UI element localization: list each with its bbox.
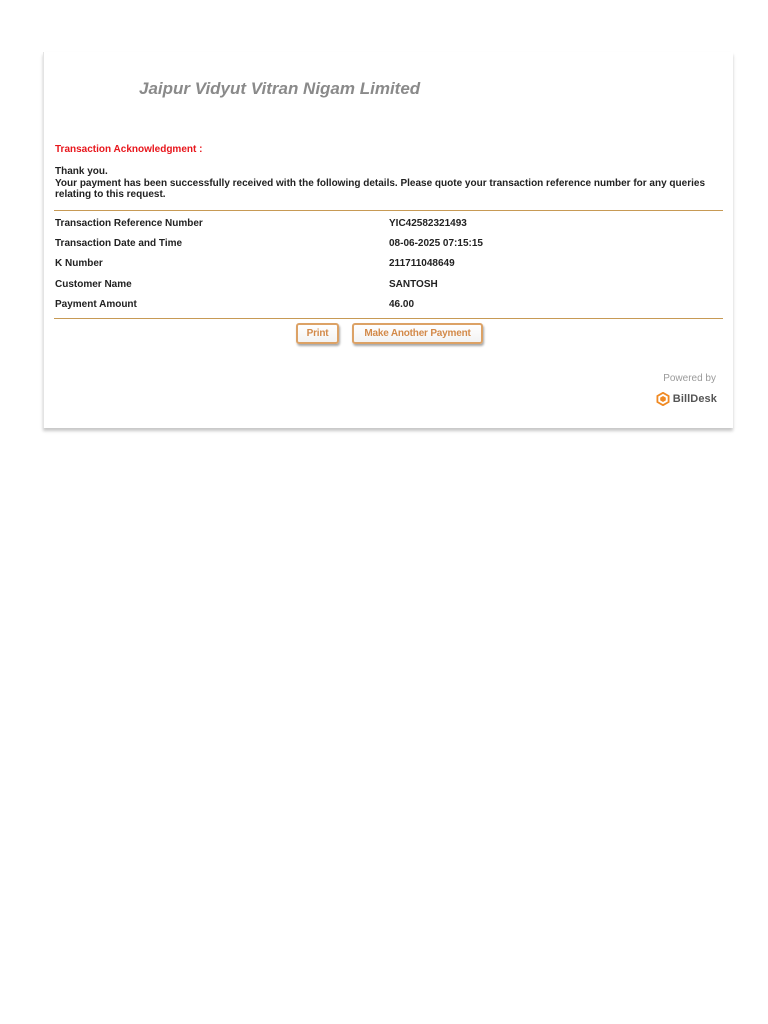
- detail-label: Transaction Date and Time: [55, 237, 183, 249]
- transaction-details-table: [54, 210, 723, 319]
- customer-name-value: SANTOSH: [389, 278, 438, 290]
- table-row: [54, 233, 723, 253]
- thank-you-text: Thank you.: [55, 166, 108, 177]
- transaction-reference-value: YIC42582321493: [389, 217, 467, 229]
- detail-label: K Number: [55, 258, 103, 270]
- detail-label: Transaction Reference Number: [55, 217, 203, 229]
- action-buttons: [44, 323, 734, 345]
- acknowledgment-card: [43, 52, 733, 428]
- make-another-payment-button[interactable]: Make Another Payment: [352, 323, 483, 344]
- payment-amount-value: 46.00: [389, 298, 415, 310]
- payment-received-text: Your payment has been successfully received with the following details. Please quote your transaction reference number for any queries relating to this request.: [55, 177, 706, 200]
- table-row: [54, 274, 723, 294]
- acknowledgment-heading: Transaction Acknowledgment :: [55, 144, 203, 155]
- k-number-value: 211711048649: [389, 258, 455, 270]
- table-row: [54, 254, 723, 274]
- powered-by-text: Powered by: [663, 373, 716, 384]
- billdesk-logo-icon: [656, 392, 670, 406]
- table-row: [54, 294, 723, 314]
- transaction-datetime-value: 08-06-2025 07:15:15: [389, 237, 483, 249]
- print-button[interactable]: Print: [296, 323, 339, 344]
- detail-label: Payment Amount: [55, 298, 137, 310]
- detail-label: Customer Name: [55, 278, 132, 290]
- acknowledgment-message: [55, 166, 715, 201]
- page-title: Jaipur Vidyut Vitran Nigam Limited: [139, 79, 421, 98]
- table-row: [54, 213, 723, 233]
- billdesk-logo: [656, 391, 717, 407]
- billdesk-brand-text: BillDesk: [672, 393, 717, 405]
